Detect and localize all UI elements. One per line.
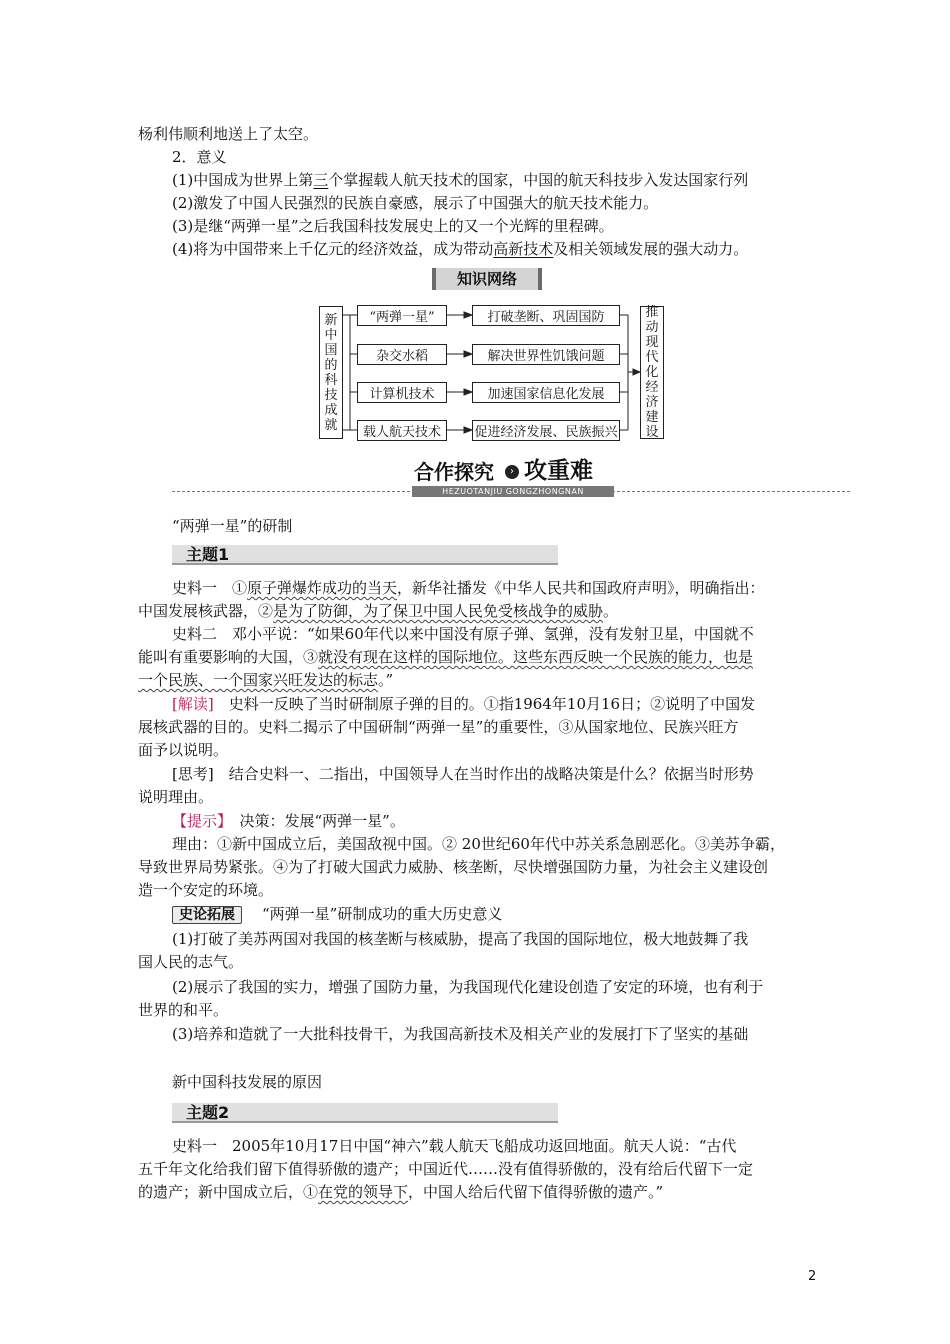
extension-tag: 史论拓展 <box>172 906 242 924</box>
sikao-tag: [思考] <box>172 765 214 783</box>
topic-banner <box>172 545 558 565</box>
text-line: 史料二 邓小平说：“如果60年代以来中国没有原子弹、氢弹，没有发射卫星，中国就不 <box>172 625 754 643</box>
topic-heading: “两弹一星”的研制 <box>172 517 293 535</box>
section-heading: 2．意义 <box>172 148 227 166</box>
coop-title-right: 攻重难 <box>524 458 593 484</box>
text-line <box>172 811 405 831</box>
diagram-effect-box: 加速国家信息化发展 <box>472 382 620 403</box>
text-line: 导致世界局势紧张。④为了打破大国武力威胁、核垄断，尽快增强国防力量，为社会主义建设创 <box>138 858 769 876</box>
text-line <box>138 601 618 621</box>
underlined-text: 三 <box>313 171 329 189</box>
text-line <box>172 239 748 259</box>
extension-title: “两弹一星”研制成功的重大历史意义 <box>262 905 503 923</box>
wavy-underlined-text: 是为了防御，为了保卫中国人民免受核战争的威胁 <box>273 602 604 620</box>
text-line: 杨利伟顺利地送上了太空。 <box>138 125 319 143</box>
text-span: ，中国人给后代留下值得骄傲的遗产。” <box>408 1183 664 1201</box>
diagram-effect-box: 促进经济发展、民族振兴 <box>472 420 620 441</box>
text-line: 说明理由。 <box>138 788 214 806</box>
diagram-effect-box: 解决世界性饥饿问题 <box>472 344 620 365</box>
arrow-circle-icon: › <box>505 465 519 479</box>
text-line: 造一个安定的环境。 <box>138 881 274 899</box>
text-line <box>172 578 765 598</box>
text-line: 世界的和平。 <box>138 1001 229 1019</box>
topic-banner-label: 主题1 <box>186 545 230 564</box>
wavy-underlined-text: 在党的领导下 <box>318 1183 409 1201</box>
coop-header <box>412 458 622 486</box>
text-line <box>172 694 755 714</box>
text-line <box>138 647 753 667</box>
diagram-left-label: 新中国的科技成就 <box>319 306 343 439</box>
text-span: 及相关领域发展的强大动力。 <box>553 240 749 258</box>
underlined-text: 高新技术 <box>493 240 554 258</box>
text-line: 展核武器的目的。史料二揭示了中国研制“两弹一星”的重要性，③从国家地位、民族兴旺方 <box>138 718 739 736</box>
text-line: (1)打破了美苏两国对我国的核垄断与核威胁，提高了我国的国际地位，极大地鼓舞了我 <box>172 930 749 948</box>
text-span: 。” <box>378 671 394 689</box>
text-line: 理由：①新中国成立后，美国敌视中国。② 20世纪60年代中苏关系急剧恶化。③美苏争霸， <box>172 835 785 853</box>
knowledge-network-title: 知识网络 <box>432 268 542 290</box>
topic-banner <box>172 1103 558 1123</box>
jiedu-tag: [解读] <box>172 695 214 713</box>
text-span: 能叫有重要影响的大国，③ <box>138 648 319 666</box>
text-span: 个掌握载人航天技术的国家，中国的航天科技步入发达国家行列 <box>328 171 749 189</box>
text-line: (2)展示了我国的实力，增强了国防力量，为我国现代化建设创造了安定的环境，也有利于 <box>172 978 764 996</box>
text-span: 史料一 ① <box>172 579 248 597</box>
text-line: 面予以说明。 <box>138 741 229 759</box>
text-line: (3)是继“两弹一星”之后我国科技发展史上的又一个光辉的里程碑。 <box>172 217 614 235</box>
text-span: 结合史料一、二指出，中国领导人在当时作出的战略决策是什么？依据当时形势 <box>213 765 754 783</box>
text-span: 的遗产；新中国成立后，① <box>138 1183 319 1201</box>
text-span: 决策：发展“两弹一星”。 <box>224 812 405 830</box>
diagram-achievement-box: 计算机技术 <box>357 382 447 403</box>
text-line: 五千年文化给我们留下值得骄傲的遗产；中国近代……没有值得骄傲的，没有给后代留下一定 <box>138 1160 754 1178</box>
wavy-underlined-text: 一个民族、一个国家兴旺发达的标志 <box>138 671 379 689</box>
diagram-achievement-box: “两弹一星” <box>357 305 447 326</box>
topic-banner-label: 主题2 <box>186 1103 230 1122</box>
text-line <box>138 1182 663 1202</box>
text-span: 。 <box>603 602 619 620</box>
coop-pinyin-bar: HEZUOTANJIU GONGZHONGNAN <box>412 486 614 497</box>
diagram-right-label: 推动现代化经济建设 <box>640 306 664 439</box>
page-number: 2 <box>808 1269 817 1284</box>
text-line <box>172 764 754 784</box>
topic-heading: 新中国科技发展的原因 <box>172 1073 323 1091</box>
diagram-effect-box: 打破垄断、巩固国防 <box>472 305 620 326</box>
diagram-achievement-box: 杂交水稻 <box>357 344 447 365</box>
text-line: (2)激发了中国人民强烈的民族自豪感，展示了中国强大的航天技术能力。 <box>172 194 659 212</box>
text-line: 国人民的志气。 <box>138 953 244 971</box>
text-span: 史料一反映了当时研制原子弹的目的。①指1964年10月16日；②说明了中国发 <box>213 695 756 713</box>
tishi-tag: 【提示】 <box>172 812 225 830</box>
text-span: (1)中国成为世界上第 <box>172 171 314 189</box>
text-span: (4)将为中国带来上千亿元的经济效益，成为带动 <box>172 240 494 258</box>
wavy-underlined-text: 原子弹爆炸成功的当天 <box>247 579 398 597</box>
wavy-underlined-text: 就没有现在这样的国际地位。这些东西反映一个民族的能力，也是 <box>318 648 754 666</box>
coop-title-left: 合作探究 <box>414 460 494 484</box>
text-line: 史料一 2005年10月17日中国“神六”载人航天飞船成功返回地面。航天人说：“古代 <box>172 1137 737 1155</box>
text-span: 中国发展核武器，② <box>138 602 274 620</box>
text-line <box>172 170 748 190</box>
text-line <box>138 670 393 690</box>
text-line: (3)培养和造就了一大批科技骨干，为我国高新技术及相关产业的发展打下了坚实的基础 <box>172 1025 749 1043</box>
text-span: ，新华社播发《中华人民共和国政府声明》，明确指出： <box>397 579 765 597</box>
diagram-achievement-box: 载人航天技术 <box>357 420 447 441</box>
